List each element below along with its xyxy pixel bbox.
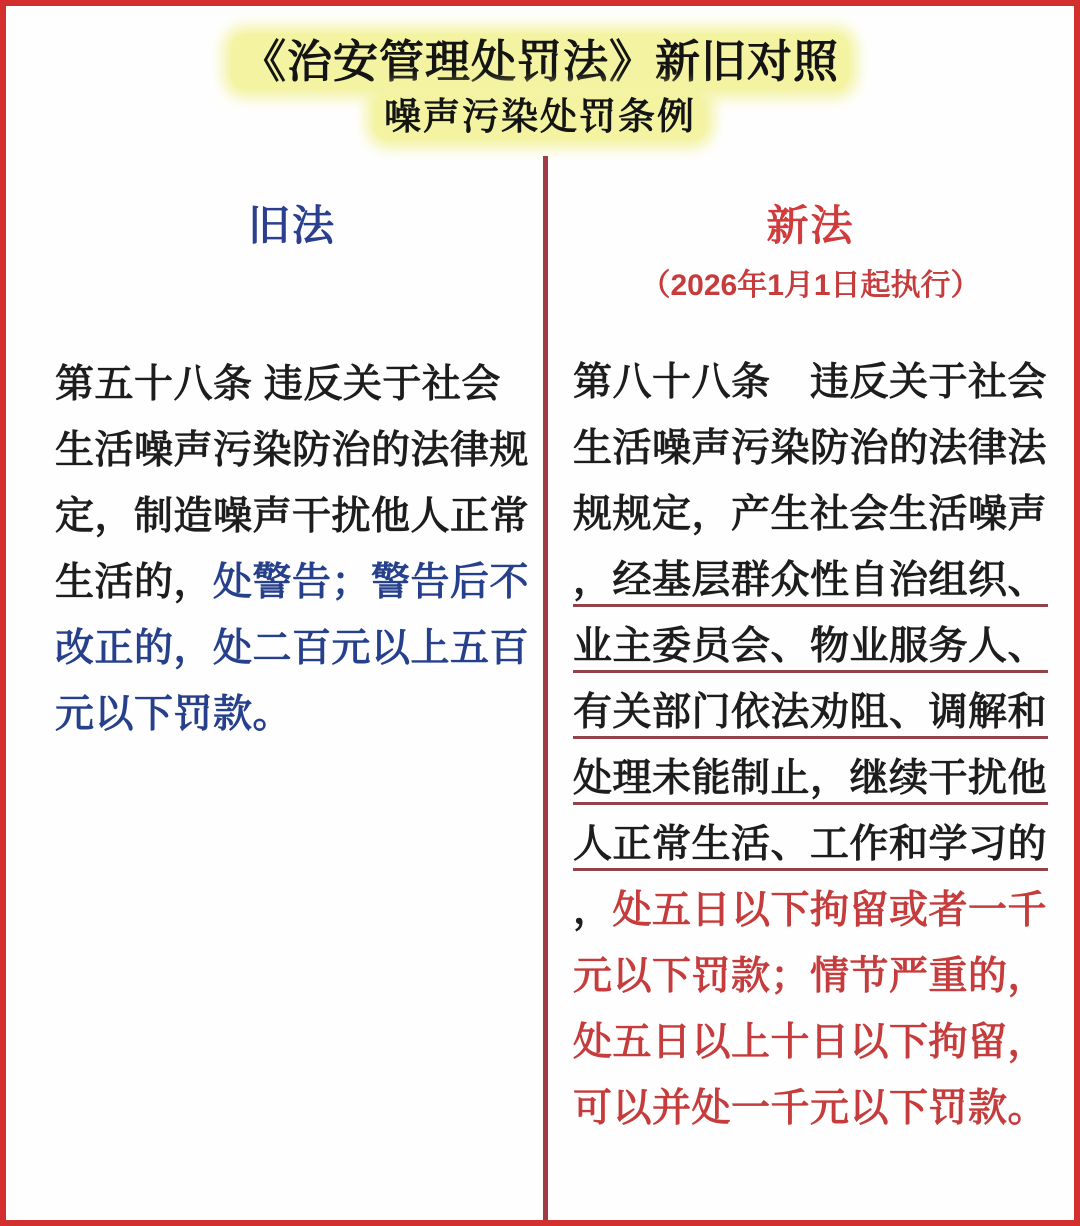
law-text-line: [573, 1006, 1048, 1072]
law-text-line-underlined: [573, 676, 1048, 742]
law-text-line: [55, 480, 529, 546]
law-text-line-underlined: [573, 808, 1048, 874]
law-text-line-underlined: [573, 742, 1048, 808]
law-text-line: [573, 940, 1048, 1006]
page-title: 《治安管理处罚法》新旧对照: [231, 34, 849, 90]
law-text-line: [55, 612, 529, 678]
effective-date-note: （2026年1月1日起执行）: [640, 269, 981, 302]
law-text-line-underlined: [573, 610, 1048, 676]
law-text-line: [55, 414, 529, 480]
law-text-line: [573, 1072, 1048, 1138]
page-subtitle: 噪声污染处罚条例: [374, 94, 706, 140]
old-law-heading: 旧法: [248, 202, 337, 249]
new-law-column: [548, 156, 1074, 1220]
law-text-line: [55, 678, 529, 744]
text-segment-black: 业主委员会、物业服务人、: [573, 625, 1048, 668]
text-segment-black: 第五十八条 违反关于社会: [55, 363, 501, 406]
text-segment-black: 处理未能制止，继续干扰他: [573, 757, 1048, 800]
law-text-line-underlined: [573, 544, 1048, 610]
law-text-line: [55, 546, 529, 612]
text-segment-blue: 元以下罚款。: [55, 693, 293, 736]
text-segment-red: 处五日以上十日以下拘留，: [573, 1021, 1048, 1064]
title-row: [6, 34, 1074, 90]
law-text-line: [573, 874, 1048, 940]
text-segment-black: 生活噪声污染防治的法律法: [573, 427, 1048, 470]
subtitle-row: [6, 94, 1074, 140]
law-text-line: [573, 412, 1048, 478]
text-segment-blue: 改正的，处二百元以上五百: [55, 627, 530, 670]
text-segment-black: 第八十八条 违反关于社会: [573, 361, 1048, 404]
text-segment-black: 有关部门依法劝阻、调解和: [573, 691, 1048, 734]
text-segment-black: 规规定，产生社会生活噪声: [573, 493, 1048, 536]
text-segment-red: 元以下罚款；情节严重的，: [573, 955, 1048, 998]
text-segment-black: 生活噪声污染防治的法律规: [55, 429, 530, 472]
old-law-text: [55, 348, 529, 744]
law-text-line: [573, 346, 1048, 412]
text-segment-black: 定，制造噪声干扰他人正常: [55, 495, 530, 538]
law-text-line: [55, 348, 529, 414]
text-segment-black: ，经基层群众性自治组织、: [573, 559, 1048, 602]
text-segment-red: 处五日以下拘留或者一千: [612, 889, 1048, 932]
law-text-line: [573, 478, 1048, 544]
text-segment-red: 可以并处一千元以下罚款。: [573, 1087, 1048, 1130]
two-column-comparison: [6, 156, 1074, 1220]
text-segment-black: ，: [573, 889, 613, 932]
new-law-heading: 新法: [766, 202, 855, 249]
text-segment-black: 人正常生活、工作和学习的: [573, 823, 1048, 866]
old-law-column: [6, 156, 543, 1220]
text-segment-black: 生活的，: [55, 561, 214, 604]
poster-header: [6, 6, 1074, 140]
new-law-text: [573, 346, 1048, 1138]
text-segment-blue: 处警告；警告后不: [213, 561, 530, 604]
